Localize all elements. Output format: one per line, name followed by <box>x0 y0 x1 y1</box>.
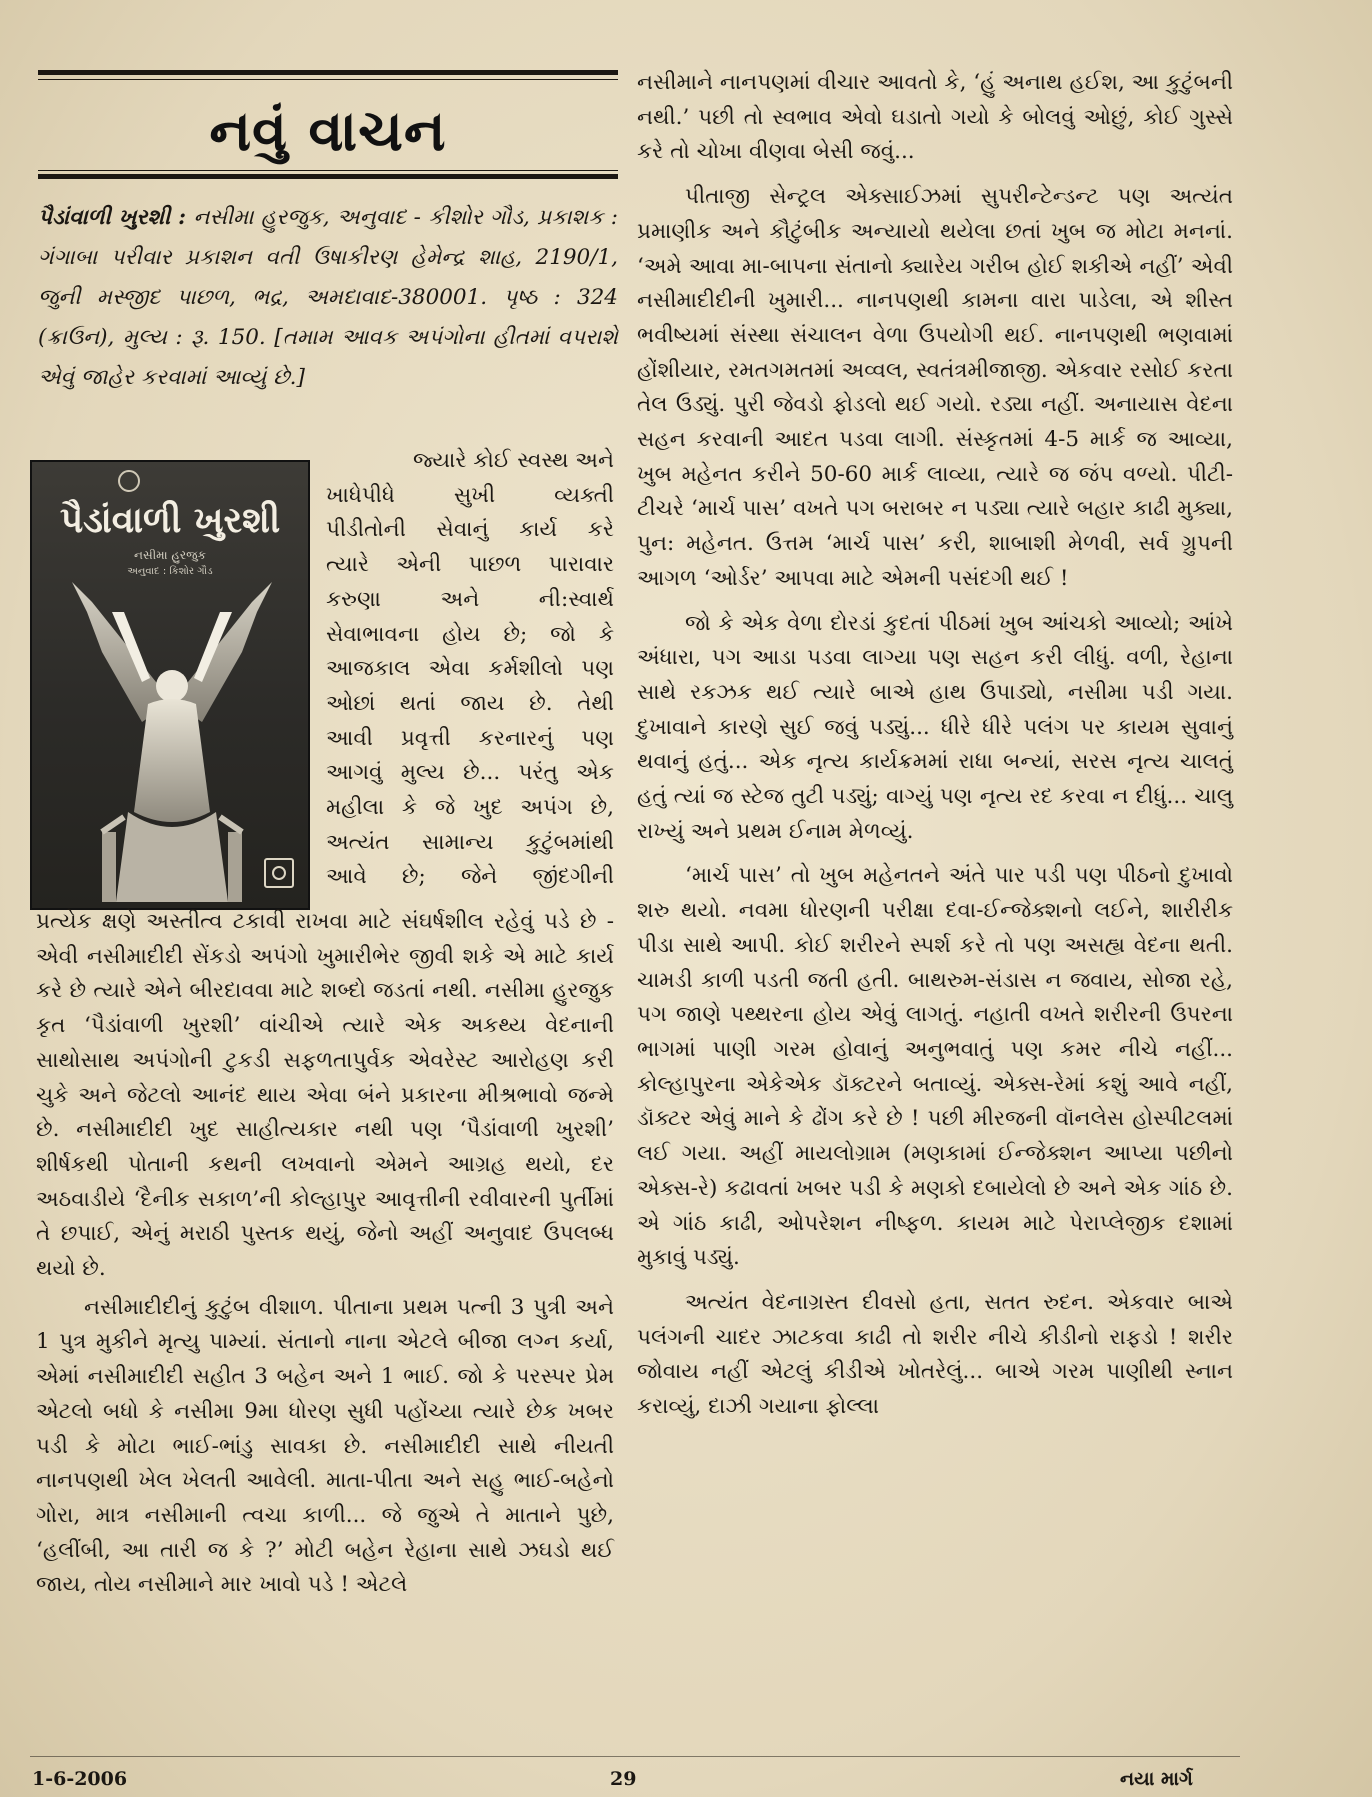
heading-bottom-rule <box>38 170 618 171</box>
intro-line: ખાધેપીધે સુખી વ્યક્તી <box>326 482 614 508</box>
left-column-body <box>36 905 614 1603</box>
intro-line: ઓછાં થતાં જાય છે. તેથી <box>326 690 614 716</box>
article-paragraph: પ્રત્યેક ક્ષણે અસ્તીત્વ ટકાવી રાખવા માટે સંઘર્ષશીલ રહેવું પડે છે - એવી નસીમાદીદી સેંકડો અપંગો ખુમારીભેર જીવી શકે એ માટે કાર્ય કરે છે ત્યારે એને બીરદાવવા માટે શબ્દો જડતાં નથી. નસીમા હુરજુક કૃત ‘પૈડાંવાળી ખુરશી’ વાંચીએ ત્યારે એક અકથ્ય વેદનાની સાથોસાથ અપંગોની ટુકડી સફળતાપુર્વક એવરેસ્ટ આરોહણ કરી ચુકે અને જેટલો આનંદ થાય એવા બંને પ્રકારના મીશ્રભાવો જન્મે છે. નસીમાદીદી ખુદ સાહીત્યકાર નથી પણ ‘પૈડાંવાળી ખુરશી’ શીર્ષકથી પોતાની કથની લખવાનો એમને આગ્રહ થયો, દર અઠવાડીયે ‘દૈનીક સકાળ’ની કોલ્હાપુર આવૃત્તીની રવીવારની પુર્તીમાં તે છપાઈ, એનું મરાઠી પુસ્તક થયું, જેનો અહીં અનુવાદ ઉપલબ્ધ થયો છે. <box>36 909 614 1282</box>
cover-translator: અનુવાદ : કિશોર ગૌડ <box>127 566 213 577</box>
magazine-name: નયા માર્ગ <box>1120 1768 1193 1790</box>
article-paragraph: અત્યંત વેદનાગ્રસ્ત દીવસો હતા, સતત રુદન. એકવાર બાએ પલંગની ચાદર ઝાટકવા કાઢી તો શરીર નીચે કીડીનો રાફડો ! શરીર જોવાય નહીં એટલું કીડીએ ખોતરેલું... બાએ ગરમ પાણીથી સ્નાન કરાવ્યું, દાઝી ગયાના ફોલ્લા <box>637 1289 1233 1420</box>
intro-line: આગવું મુલ્ય છે... પરંતુ એક <box>326 760 614 786</box>
book-details <box>38 198 618 398</box>
intro-line: મહીલા કે જે ખુદ અપંગ છે, <box>326 795 614 821</box>
cover-title: પૈડાંવાળી ખુરશી <box>59 500 281 541</box>
heading-bottom-rule-thick <box>38 174 618 179</box>
right-column-body <box>637 66 1233 1425</box>
page-number: 29 <box>610 1768 637 1790</box>
article-paragraph: નસીમાને નાનપણમાં વીચાર આવતો કે, ‘હું અનાથ હઈશ, આ કુટુંબની નથી.’ પછી તો સ્વભાવ એવો ઘડાતો ગયો કે બોલવું ઓછું, કોઈ ગુસ્સે કરે તો ચોખા વીણવા બેસી જવું... <box>637 70 1233 165</box>
intro-line: પીડીતોની સેવાનું કાર્ય કરે <box>326 517 614 543</box>
article-paragraph: પીતાજી સેન્ટ્રલ એક્સાઈઝમાં સુપરીન્ટેન્ડન્ટ પણ અત્યંત પ્રમાણીક અને કૌટુંબીક અન્યાયો થયેલા છતાં ખુબ જ મોટા મનનાં. ‘અમે આવા મા-બાપના સંતાનો ક્યારેય ગરીબ હોઈ શકીએ નહીં’ એવી નસીમાદીદીની ખુમારી... નાનપણથી કામના વારા પાડેલા, એ શીસ્ત ભવીષ્યમાં સંસ્થા સંચાલન વેળા ઉપયોગી થઈ. નાનપણથી ભણવામાં હોંશીયાર, રમતગમતમાં અવ્વલ, સ્વતંત્રમીજાજી. એકવાર રસોઈ કરતા તેલ ઉડ્યું. પુરી જેવડો ફોડલો થઈ ગયો. રડ્યા નહીં. અનાયાસ વેદના સહન કરવાની આદત પડવા લાગી. સંસ્કૃતમાં 4-5 માર્ક જ આવ્યા, ખુબ મહેનત કરીને 50-60 માર્ક લાવ્યા, ત્યારે જ જંપ વળ્યો. પીટી-ટીચરે ‘માર્ચ પાસ’ વખતે પગ બરાબર ન પડ્યા ત્યારે બહાર કાઢી મુક્યા, પુન: મહેનત. ઉત્તમ ‘માર્ચ પાસ’ કરી, શાબાશી મેળવી, સર્વ ગ્રુપની આગળ ‘ઓર્ડર’ આપવા માટે એમની પસંદગી થઈ ! <box>637 184 1234 591</box>
article-paragraph: જો કે એક વેળા દોરડાં કુદતાં પીઠમાં ખુબ આંચકો આવ્યો; આંખે અંધારા, પગ આડા પડવા લાગ્યા પણ સહન કરી લીધું. વળી, રેહાના સાથે રકઝક થઈ ત્યારે બાએ હાથ ઉપાડ્યો, નસીમા પડી ગયા. દુખાવાને કારણે સુઈ જવું પડ્યું... ધીરે ધીરે પલંગ પર કાયમ સુવાનું થવાનું હતું... એક નૃત્ય કાર્યક્રમમાં રાધા બન્યાં, સરસ નૃત્ય ચાલતું હતું ત્યાં જ સ્ટેજ તુટી પડ્યું; વાગ્યું પણ નૃત્ય રદ કરવા ન દીધું... ચાલુ રાખ્યું અને પ્રથમ ઈનામ મેળવ્યું. <box>637 610 1233 844</box>
intro-line: કરુણા અને ની:સ્વાર્થ <box>326 586 614 612</box>
section-heading: નવું વાચન <box>209 99 447 164</box>
footer-rule <box>30 1756 1240 1757</box>
intro-line: અત્યંત સામાન્ય કુટુંબમાંથી <box>326 829 614 855</box>
heading-top-rule <box>38 70 618 75</box>
intro-line: ત્યારે એની પાછળ પારાવાર <box>326 552 614 578</box>
publisher-logo-icon <box>264 858 294 888</box>
intro-line: આવે છે; જેને જીંદગીની <box>326 864 614 890</box>
book-publication-details: નસીમા હુરજુક, અનુવાદ - કીશોર ગૌડ, પ્રકાશક : ગંગાબા પરીવાર પ્રકાશન વતી ઉષાકીરણ હેમેન્દ્ર શાહ, 2190/1, જુની મસ્જીદ પાછળ, ભદ્ર, અમદાવાદ-380001. પૃષ્ઠ : 324 (ક્રાઉન), મુલ્ય : રૂ. 150. [તમામ આવક અપંગોના હીતમાં વપરાશે એવું જાહેર કરવામાં આવ્યું છે.] <box>38 205 619 390</box>
article-paragraph: નસીમાદીદીનું કુટુંબ વીશાળ. પીતાના પ્રથમ પત્ની 3 પુત્રી અને 1 પુત્ર મુકીને મૃત્યુ પામ્યાં. સંતાનો નાના એટલે બીજા લગ્ન કર્યા, એમાં નસીમાદીદી સહીત 3 બહેન અને 1 ભાઈ. જો કે પરસ્પર પ્રેમ એટલો બધો કે નસીમા 9મા ધોરણ સુધી પહોંચ્યા ત્યારે છેક ખબર પડી કે મોટા ભાઈ-ભાંડુ સાવકા છે. નસીમાદીદી સાથે નીયતી નાનપણથી ખેલ ખેલતી આવેલી. માતા-પીતા અને સહુ ભાઈ-બહેનો ગોરા, માત્ર નસીમાની ત્વચા કાળી... જે જુએ તે માતાને પુછે, ‘હલીંબી, આ તારી જ કે ?’ મોટી બહેન રેહાના સાથે ઝઘડો થઈ જાય, તોય નસીમાને માર ખાવો પડે ! એટલે <box>36 1294 614 1598</box>
intro-beside-cover <box>326 444 614 895</box>
book-cover-image <box>30 460 310 910</box>
article-paragraph: ‘માર્ચ પાસ’ તો ખુબ મહેનતને અંતે પાર પડી પણ પીઠનો દુખાવો શરુ થયો. નવમા ધોરણની પરીક્ષા દવા-ઈન્જેક્શનો લઈને, શારીરીક પીડા સાથે આપી. કોઈ શરીરને સ્પર્શ કરે તો પણ અસહ્ય વેદના થતી. ચામડી કાળી પડતી જતી હતી. બાથરુમ-સંડાસ ન જવાય, સોજા રહે, પગ જાણે પથ્થરના હોય એવું લાગતું. નહાતી વખતે શરીરની ઉપરના ભાગમાં પાણી ગરમ હોવાનું અનુભવાતું પણ કમર નીચે નહીં... કોલ્હાપુરના એકેએક ડૉક્ટરને બતાવ્યું. એક્સ-રેમાં કશું આવે નહીં, ડૉક્ટર એવું માને કે ઢોંગ કરે છે ! પછી મીરજની વૉનલેસ હોસ્પીટલમાં લઈ ગયા. અહીં માયલોગ્રામ (મણકામાં ઈન્જેક્શન આપ્યા પછીનો એક્સ-રે) કઢાવતાં ખબર પડી કે મણકો દબાયેલો છે અને એક ગાંઠ છે. એ ગાંઠ કાઢી, ઓપરેશન નીષ્ફળ. કાયમ માટે પેરાપ્લેજીક દશામાં મુકાવું પડ્યું. <box>637 863 1233 1271</box>
cover-emblem-icon <box>118 470 140 492</box>
book-title: પૈડાંવાળી ખુરશી : <box>38 205 187 230</box>
intro-line: આવી પ્રવૃત્તી કરનારનું પણ <box>326 725 614 751</box>
intro-line: આજકાલ એવા કર્મશીલો પણ <box>326 656 614 682</box>
cover-author: નસીમા હુરજુક <box>134 548 206 562</box>
intro-line: સેવાભાવના હોય છે; જો કે <box>326 621 614 647</box>
intro-line: જ્યારે કોઈ સ્વસ્થ અને <box>413 448 614 473</box>
issue-date: 1-6-2006 <box>32 1768 128 1790</box>
